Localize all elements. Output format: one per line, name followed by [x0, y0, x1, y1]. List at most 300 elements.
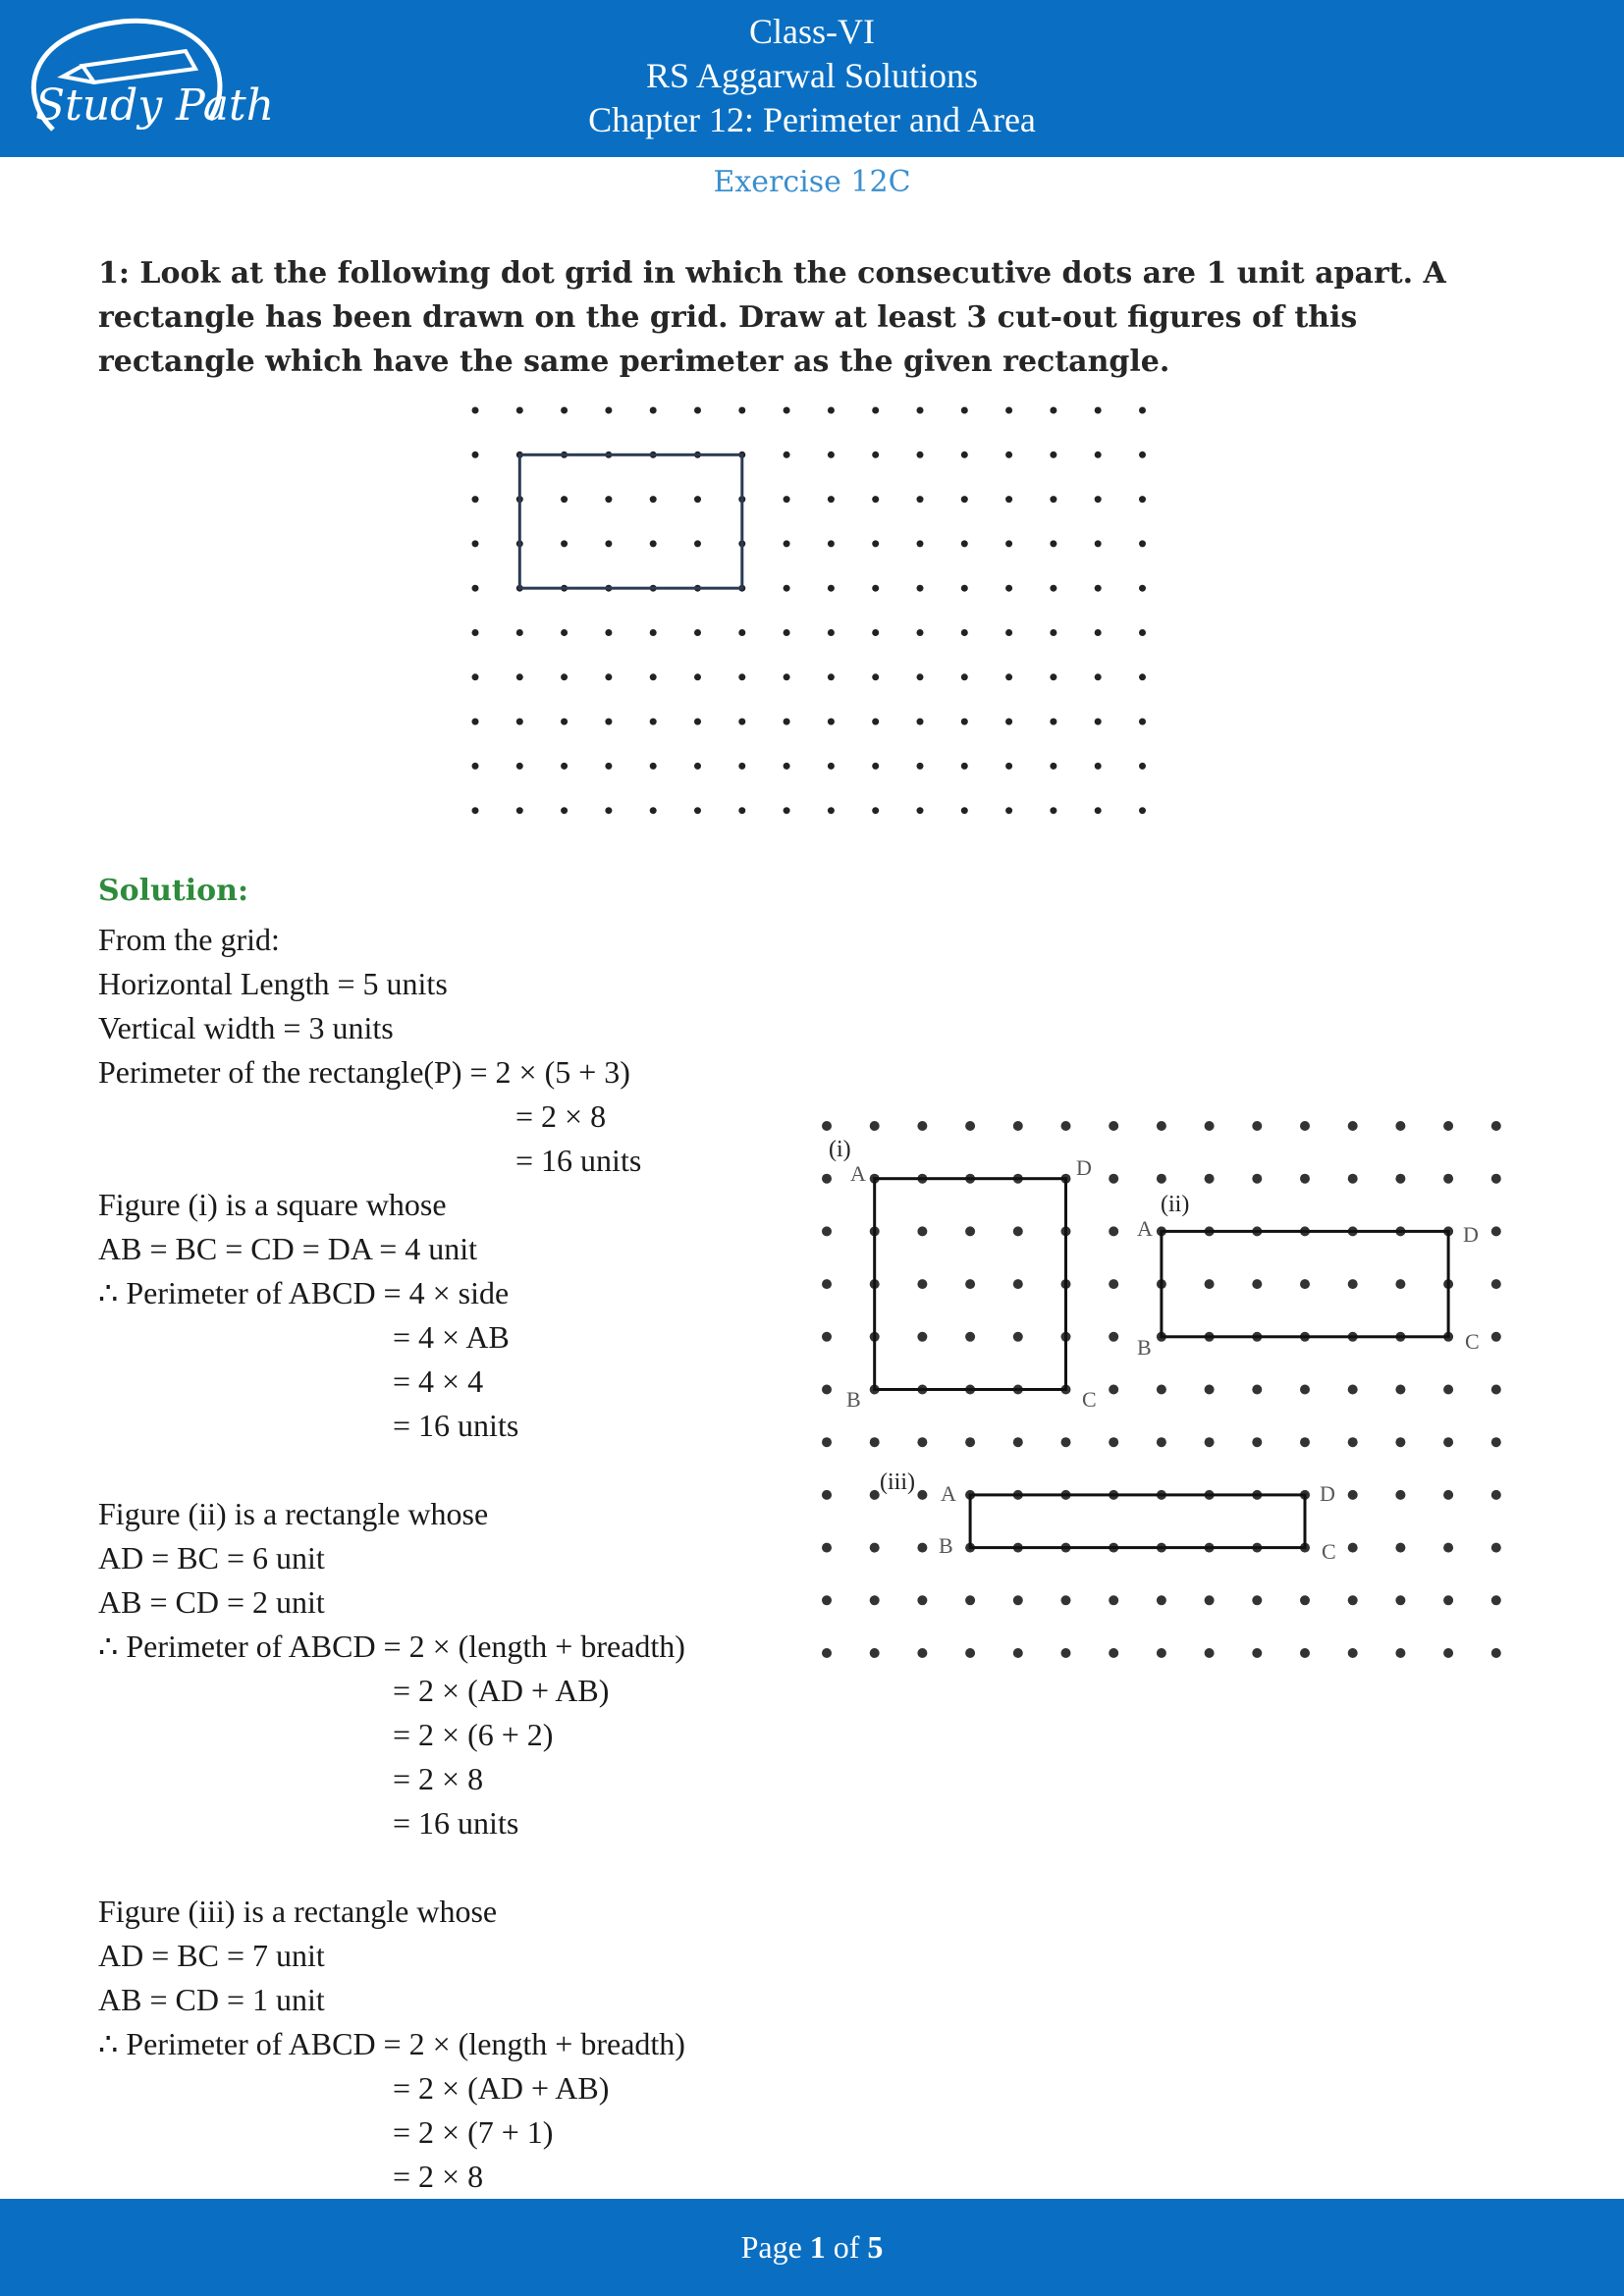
solution-step: = 2 × (AD + AB) [393, 1673, 610, 1708]
grid-dot [1005, 719, 1012, 725]
grid-dot [1443, 1543, 1453, 1553]
grid-dot [1205, 1437, 1215, 1447]
grid-dot [1205, 1648, 1215, 1658]
solution-step: = 2 × (7 + 1) [393, 2114, 554, 2150]
answer-dot-grid [815, 1109, 1532, 1718]
grid-dot [1013, 1226, 1023, 1236]
grid-dot [738, 407, 745, 414]
solution-step: = 2 × 8 [393, 1761, 484, 1796]
grid-dot [822, 1437, 832, 1447]
grid-dot [1095, 763, 1102, 770]
grid-dot [1061, 1437, 1071, 1447]
grid-dot [561, 719, 568, 725]
given-rectangle [519, 454, 742, 588]
grid-dot [917, 629, 924, 636]
grid-dot [917, 1332, 927, 1342]
grid-dot [1205, 1121, 1215, 1131]
fig2-vertex-d: D [1463, 1222, 1479, 1247]
grid-dot [917, 763, 924, 770]
grid-dot [738, 673, 745, 680]
grid-dot [784, 585, 790, 592]
grid-dot [917, 1121, 927, 1131]
grid-dot [1491, 1437, 1501, 1447]
grid-dot [917, 719, 924, 725]
grid-dot [784, 807, 790, 814]
grid-dot [694, 496, 701, 503]
solution-step: = 2 × (AD + AB) [393, 2070, 610, 2106]
grid-dot [784, 540, 790, 547]
grid-dot [1095, 629, 1102, 636]
grid-dot [917, 673, 924, 680]
grid-dot [561, 673, 568, 680]
grid-dot [472, 629, 479, 636]
grid-dot [822, 1543, 832, 1553]
grid-dot [472, 719, 479, 725]
grid-dot [1491, 1332, 1501, 1342]
solution-step: = 4 × 4 [393, 1363, 484, 1399]
grid-dot [694, 673, 701, 680]
grid-dot [1013, 1648, 1023, 1658]
grid-dot [1157, 1595, 1166, 1605]
grid-dot [965, 1226, 975, 1236]
grid-dot [872, 585, 879, 592]
solution-line: Perimeter of the rectangle(P) = 2 × (5 + 3) [98, 1054, 630, 1090]
solution-step: = 2 × 8 [393, 2159, 484, 2194]
grid-dot [828, 673, 835, 680]
solution-line: ∴ Perimeter of ABCD = 2 × (length + breadth) [98, 1629, 685, 1664]
grid-dot [1300, 1279, 1310, 1289]
grid-dot [650, 496, 657, 503]
grid-dot [872, 719, 879, 725]
grid-dot [1050, 540, 1056, 547]
grid-dot [1395, 1121, 1405, 1131]
grid-dot [561, 540, 568, 547]
grid-dot [1139, 629, 1146, 636]
grid-dot [784, 496, 790, 503]
grid-dot [1050, 585, 1056, 592]
grid-dot [1061, 1648, 1071, 1658]
grid-dot [870, 1595, 880, 1605]
grid-dot [870, 1648, 880, 1658]
grid-dot [1491, 1174, 1501, 1184]
question-dot-grid [461, 393, 1168, 825]
grid-dot [1095, 807, 1102, 814]
grid-dot [1252, 1595, 1262, 1605]
grid-dot [961, 673, 968, 680]
grid-dot [822, 1174, 832, 1184]
solution-line: Vertical width = 3 units [98, 1010, 394, 1045]
grid-dot [1205, 1385, 1215, 1395]
grid-dot [1139, 407, 1146, 414]
grid-dot [917, 585, 924, 592]
grid-dot [694, 629, 701, 636]
grid-dot [1252, 1121, 1262, 1131]
grid-dot [872, 496, 879, 503]
grid-dot [828, 496, 835, 503]
chapter-line: Chapter 12: Perimeter and Area [588, 100, 1036, 139]
grid-dot [1005, 763, 1012, 770]
grid-dot [1139, 496, 1146, 503]
grid-dot [1050, 807, 1056, 814]
grid-dot [828, 540, 835, 547]
fig1-vertex-a: A [850, 1161, 866, 1186]
grid-dot [1157, 1385, 1166, 1395]
grid-dot [1095, 585, 1102, 592]
grid-dot [870, 1543, 880, 1553]
grid-dot [1013, 1332, 1023, 1342]
solution-line: From the grid: [98, 922, 280, 957]
grid-dot [917, 1490, 927, 1500]
grid-dot [1095, 673, 1102, 680]
grid-dot [1095, 496, 1102, 503]
grid-dot [1491, 1543, 1501, 1553]
solution-step: = 2 × 8 [515, 1098, 607, 1134]
grid-dot [1061, 1121, 1071, 1131]
fig2-vertex-c: C [1465, 1329, 1480, 1354]
grid-dot [516, 807, 523, 814]
fig3-vertex-d: D [1320, 1481, 1335, 1506]
grid-dot [828, 452, 835, 458]
fig3-vertex-c: C [1322, 1539, 1336, 1564]
grid-dot [694, 540, 701, 547]
grid-dot [1157, 1648, 1166, 1658]
grid-dot [965, 1595, 975, 1605]
grid-dot [1252, 1437, 1262, 1447]
grid-dot [605, 540, 612, 547]
grid-dot [872, 629, 879, 636]
grid-dot [650, 629, 657, 636]
grid-dot [472, 452, 479, 458]
grid-dot [694, 807, 701, 814]
grid-dot [1395, 1595, 1405, 1605]
grid-dot [870, 1121, 880, 1131]
grid-dot [516, 719, 523, 725]
grid-dot [516, 673, 523, 680]
grid-dot [650, 673, 657, 680]
grid-dot [1005, 673, 1012, 680]
grid-dot [961, 629, 968, 636]
grid-dot [1109, 1595, 1118, 1605]
book-line: RS Aggarwal Solutions [645, 56, 979, 95]
solution-line: ∴ Perimeter of ABCD = 2 × (length + breadth) [98, 2026, 685, 2061]
grid-dot [1300, 1174, 1310, 1184]
grid-dot [1395, 1279, 1405, 1289]
grid-dot [1139, 540, 1146, 547]
grid-dot [917, 1595, 927, 1605]
grid-dot [1348, 1490, 1358, 1500]
grid-dot [1395, 1174, 1405, 1184]
grid-dot [784, 629, 790, 636]
solution-step: = 16 units [393, 1805, 519, 1841]
grid-dot [828, 763, 835, 770]
solution-line: Horizontal Length = 5 units [98, 966, 448, 1001]
fig2-vertex-b: B [1137, 1335, 1152, 1360]
grid-dot [1348, 1437, 1358, 1447]
grid-dot [822, 1279, 832, 1289]
grid-dot [784, 719, 790, 725]
grid-dot [1109, 1332, 1118, 1342]
grid-dot [516, 763, 523, 770]
grid-dot [1139, 719, 1146, 725]
grid-dot [1395, 1385, 1405, 1395]
grid-dot [694, 407, 701, 414]
exercise-title: Exercise 12C [713, 165, 911, 199]
grid-dot [1095, 452, 1102, 458]
solution-line: AD = BC = 7 unit [98, 1938, 325, 1973]
grid-dot [738, 763, 745, 770]
grid-dot [1300, 1595, 1310, 1605]
grid-dot [1348, 1121, 1358, 1131]
grid-dot [1205, 1279, 1215, 1289]
grid-dot [822, 1648, 832, 1658]
grid-dot [1395, 1543, 1405, 1553]
grid-dot [1443, 1174, 1453, 1184]
grid-dot [650, 807, 657, 814]
grid-dot [738, 719, 745, 725]
solution-step: = 4 × AB [393, 1319, 510, 1355]
grid-dot [561, 807, 568, 814]
grid-dot [917, 540, 924, 547]
grid-dot [917, 1226, 927, 1236]
solution-line: AD = BC = 6 unit [98, 1540, 325, 1575]
grid-dot [516, 629, 523, 636]
grid-dot [1157, 1174, 1166, 1184]
grid-dot [1157, 1437, 1166, 1447]
grid-dot [1050, 763, 1056, 770]
solution-step: = 2 × (6 + 2) [393, 1717, 554, 1752]
grid-dot [917, 407, 924, 414]
grid-dot [1005, 496, 1012, 503]
grid-dot [872, 807, 879, 814]
grid-dot [1491, 1595, 1501, 1605]
grid-dot [1491, 1490, 1501, 1500]
grid-dot [870, 1437, 880, 1447]
grid-dot [1348, 1279, 1358, 1289]
fig1-vertex-b: B [846, 1387, 861, 1412]
fig3-vertex-b: B [939, 1533, 953, 1558]
grid-dot [1050, 673, 1056, 680]
grid-dot [961, 585, 968, 592]
solution-line: Figure (iii) is a rectangle whose [98, 1894, 498, 1929]
grid-dot [1005, 807, 1012, 814]
grid-dot [784, 452, 790, 458]
grid-dot [1139, 807, 1146, 814]
grid-dot [472, 407, 479, 414]
grid-dot [561, 496, 568, 503]
grid-dot [961, 807, 968, 814]
grid-dot [1139, 585, 1146, 592]
grid-dot [1005, 629, 1012, 636]
grid-dot [1013, 1595, 1023, 1605]
question-text: 1: Look at the following dot grid in which the consecutive dots are 1 unit apart. A rectangle has been drawn on the grid. Draw at least 3 cut-out figures of this rectangle which have the same perimeter as the given rectangle. [98, 256, 1446, 379]
grid-dot [872, 673, 879, 680]
class-line: Class-VI [749, 12, 875, 51]
grid-dot [605, 807, 612, 814]
grid-dot [472, 585, 479, 592]
grid-dot [1109, 1648, 1118, 1658]
grid-dot [1252, 1648, 1262, 1658]
grid-dot [917, 1648, 927, 1658]
grid-dot [1013, 1121, 1023, 1131]
grid-dot [872, 763, 879, 770]
fig3-vertex-a: A [941, 1481, 956, 1506]
grid-dot [1348, 1543, 1358, 1553]
grid-dot [917, 1279, 927, 1289]
grid-dot [1109, 1279, 1118, 1289]
grid-dot [1139, 673, 1146, 680]
grid-dot [961, 452, 968, 458]
grid-dot [1139, 763, 1146, 770]
grid-dot [1300, 1385, 1310, 1395]
grid-dot [605, 407, 612, 414]
grid-dot [1050, 719, 1056, 725]
grid-dot [1491, 1121, 1501, 1131]
grid-dot [472, 807, 479, 814]
grid-dot [605, 496, 612, 503]
grid-dot [1491, 1648, 1501, 1658]
grid-dot [1005, 585, 1012, 592]
grid-dot [1443, 1490, 1453, 1500]
grid-dot [738, 807, 745, 814]
grid-dot [650, 540, 657, 547]
grid-dot [1095, 407, 1102, 414]
solution-line: ∴ Perimeter of ABCD = 4 × side [98, 1275, 510, 1310]
grid-dot [1491, 1279, 1501, 1289]
grid-dot [961, 496, 968, 503]
grid-dot [828, 407, 835, 414]
fig2-vertex-a: A [1137, 1216, 1153, 1241]
grid-dot [872, 452, 879, 458]
grid-dot [828, 585, 835, 592]
grid-dot [1395, 1437, 1405, 1447]
solution-line: AB = CD = 2 unit [98, 1584, 325, 1620]
grid-dot [650, 763, 657, 770]
grid-dot [1443, 1595, 1453, 1605]
fig1-vertex-c: C [1082, 1387, 1097, 1412]
fig1-label: (i) [829, 1137, 851, 1162]
grid-dot [1013, 1437, 1023, 1447]
grid-dot [828, 629, 835, 636]
grid-dot [694, 719, 701, 725]
grid-dot [1395, 1648, 1405, 1658]
grid-dot [1252, 1174, 1262, 1184]
grid-dot [828, 719, 835, 725]
grid-dot [965, 1121, 975, 1131]
grid-dot [1348, 1174, 1358, 1184]
grid-dot [1252, 1385, 1262, 1395]
grid-dot [561, 763, 568, 770]
grid-dot [917, 1437, 927, 1447]
grid-dot [917, 807, 924, 814]
grid-dot [828, 807, 835, 814]
grid-dot [965, 1437, 975, 1447]
grid-dot [784, 407, 790, 414]
grid-dot [961, 719, 968, 725]
grid-dot [1109, 1174, 1118, 1184]
grid-dot [1050, 407, 1056, 414]
grid-dot [1205, 1595, 1215, 1605]
grid-dot [1050, 496, 1056, 503]
grid-dot [516, 407, 523, 414]
grid-dot [1139, 452, 1146, 458]
grid-dot [1005, 452, 1012, 458]
grid-dot [1395, 1490, 1405, 1500]
grid-dot [1491, 1226, 1501, 1236]
grid-dot [965, 1279, 975, 1289]
grid-dot [917, 1543, 927, 1553]
grid-dot [1157, 1121, 1166, 1131]
grid-dot [822, 1226, 832, 1236]
fig3-label: (iii) [880, 1469, 915, 1495]
grid-dot [784, 763, 790, 770]
grid-dot [472, 540, 479, 547]
grid-dot [1300, 1437, 1310, 1447]
grid-dot [1348, 1648, 1358, 1658]
grid-dot [472, 763, 479, 770]
grid-dot [965, 1332, 975, 1342]
grid-dot [1061, 1595, 1071, 1605]
grid-dot [472, 673, 479, 680]
grid-dot [822, 1121, 832, 1131]
grid-dot [822, 1332, 832, 1342]
solution-line: AB = CD = 1 unit [98, 1982, 325, 2017]
grid-dot [650, 719, 657, 725]
solution-step: = 16 units [515, 1143, 642, 1178]
solution-step: = 16 units [393, 1408, 519, 1443]
grid-dot [961, 407, 968, 414]
grid-dot [1348, 1385, 1358, 1395]
grid-dot [738, 629, 745, 636]
page-prefix: Page [740, 2229, 802, 2265]
grid-dot [1252, 1279, 1262, 1289]
page-of: of [833, 2229, 860, 2265]
grid-dot [1443, 1648, 1453, 1658]
fig3-shape [970, 1495, 1305, 1548]
grid-dot [961, 763, 968, 770]
grid-dot [694, 763, 701, 770]
grid-dot [1443, 1385, 1453, 1395]
grid-dot [784, 673, 790, 680]
grid-dot [965, 1648, 975, 1658]
grid-dot [561, 407, 568, 414]
solution-line: Figure (i) is a square whose [98, 1187, 447, 1222]
grid-dot [1300, 1121, 1310, 1131]
current-page: 1 [809, 2229, 826, 2265]
grid-dot [605, 629, 612, 636]
grid-dot [1491, 1385, 1501, 1395]
grid-dot [1109, 1385, 1118, 1395]
grid-dot [822, 1385, 832, 1395]
grid-dot [870, 1490, 880, 1500]
grid-dot [822, 1595, 832, 1605]
solution-label: Solution: [98, 874, 249, 908]
grid-dot [650, 407, 657, 414]
grid-dot [1095, 540, 1102, 547]
grid-dot [822, 1490, 832, 1500]
grid-dot [917, 496, 924, 503]
grid-dot [1443, 1121, 1453, 1131]
fig2-label: (ii) [1161, 1192, 1190, 1217]
grid-dot [1005, 407, 1012, 414]
page-header [0, 0, 1624, 157]
fig1-vertex-d: D [1076, 1155, 1092, 1180]
grid-dot [1050, 629, 1056, 636]
grid-dot [872, 540, 879, 547]
solution-line: AB = BC = CD = DA = 4 unit [98, 1231, 478, 1266]
page-footer [0, 2199, 1624, 2296]
solution-line: Figure (ii) is a rectangle whose [98, 1496, 489, 1531]
grid-dot [1109, 1226, 1118, 1236]
